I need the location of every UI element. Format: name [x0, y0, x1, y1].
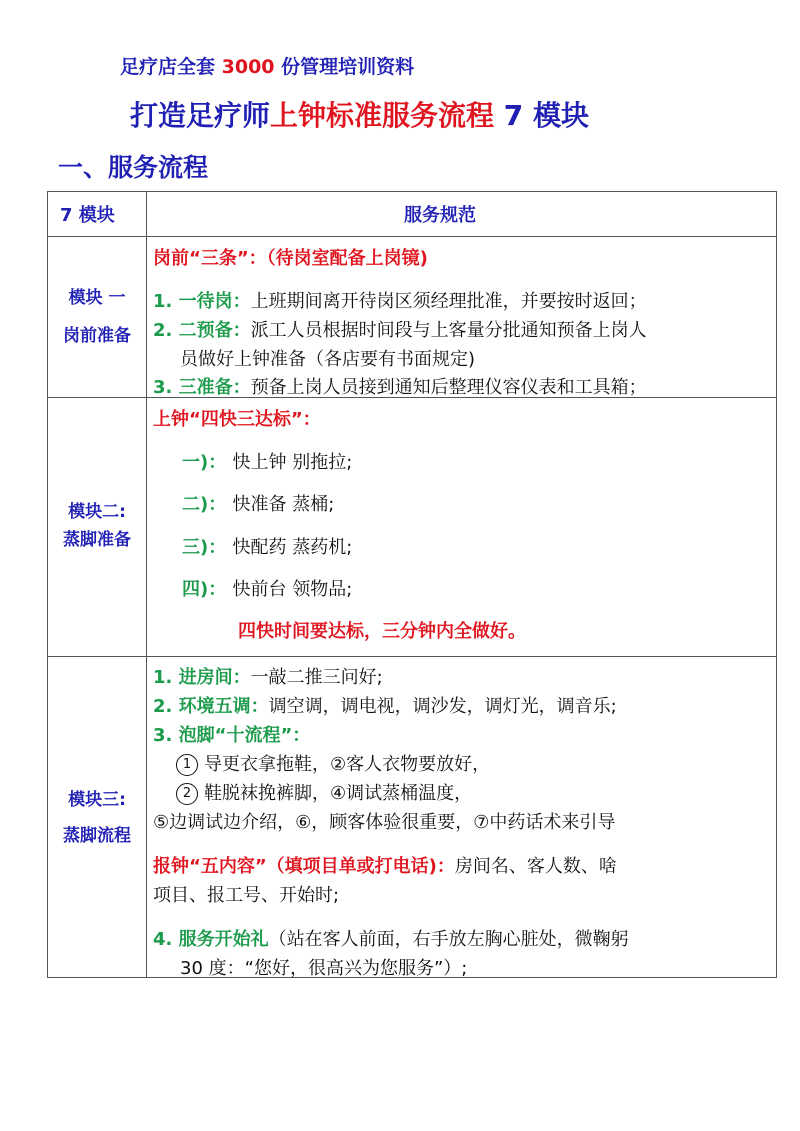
module3-item-3: 3. 泡脚“十流程”：: [153, 725, 311, 746]
module2-item-3-text: 快配药 蒸药机;: [232, 537, 353, 558]
module3-item-1: [153, 663, 383, 689]
module3-step-1: [176, 750, 490, 776]
module3-report-text: 房间名、客人数、啥: [454, 856, 617, 877]
page-title-part1: 打造足疗师: [130, 99, 271, 132]
page-title-part2: 上钟标准服务流程: [270, 99, 495, 132]
module3-item-4-key: 4. 服务开始礼: [153, 929, 269, 950]
header-subtitle-part2: 份管理培训资料: [274, 56, 415, 78]
module1-label-line1: 模块 一: [68, 288, 126, 308]
step-number-2-mark: 2: [176, 783, 198, 805]
module1-item-3-num: 3.: [153, 377, 179, 398]
table-header-service: 服务规范: [404, 205, 476, 226]
table-column-divider: [146, 192, 147, 977]
module2-label-line1: 模块二:: [68, 502, 126, 522]
module2-item-2-text: 快准备 蒸桶;: [232, 494, 335, 515]
module1-label-line2: 岗前准备: [63, 326, 131, 346]
module1-heading: 岗前“三条”：（待岗室配备上岗镜): [153, 248, 428, 269]
header-subtitle-part1: 足疗店全套: [120, 56, 222, 78]
module1-item-1-text: 上班期间离开待岗区须经理批准，并要按时返回；: [250, 291, 647, 312]
module3-item-4: [153, 925, 629, 951]
module3-step-2: [176, 779, 472, 805]
service-process-table: [47, 191, 777, 978]
module3-item-1-text: 一敲二推三问好;: [250, 667, 383, 688]
module2-item-2: [182, 490, 334, 516]
module1-item-1: [153, 287, 647, 313]
table-header-module: 7 模块: [60, 205, 115, 226]
module2-item-2-key: 二)：: [182, 494, 227, 515]
module1-item-2-cont: 员做好上钟准备（各店要有书面规定): [180, 349, 476, 370]
module3-item-4-cont: 30 度：“您好，很高兴为您服务”）;: [180, 958, 468, 979]
module1-item-2-num: 2.: [153, 320, 179, 341]
header-subtitle-number: 3000: [221, 56, 275, 78]
module3-label-line2: 蒸脚流程: [63, 826, 131, 846]
module3-item-2-text: 调空调，调电视，调沙发，调灯光，调音乐;: [268, 696, 617, 717]
module2-item-4: [182, 575, 352, 601]
module3-item-2-key: 2. 环境五调：: [153, 696, 269, 717]
module1-item-1-num: 1.: [153, 291, 179, 312]
header-subtitle: [120, 52, 414, 79]
module2-item-4-key: 四)：: [182, 579, 227, 600]
module1-item-3: [153, 373, 647, 399]
module2-summary: 四快时间要达标，三分钟内全做好。: [238, 621, 526, 642]
module3-step-2-text: 鞋脱袜挽裤脚，④调试蒸桶温度，: [204, 783, 473, 804]
module1-item-2: [153, 316, 647, 342]
module1-item-2-text: 派工人员根据时间段与上客量分批通知预备上岗人: [250, 320, 647, 341]
module3-report-cont: 项目、报工号、开始时;: [153, 885, 340, 906]
page-title: [130, 94, 589, 134]
module2-item-3: [182, 533, 352, 559]
module1-item-1-key: 一待岗：: [178, 291, 251, 312]
module3-label-line1: 模块三:: [68, 790, 126, 810]
module2-heading: 上钟“四快三达标”：: [153, 409, 321, 430]
module3-report: [153, 852, 617, 878]
module3-step-1-text: 导更衣拿拖鞋，②客人衣物要放好，: [204, 754, 491, 775]
module2-label-line2: 蒸脚准备: [63, 530, 131, 550]
table-header-divider: [48, 236, 776, 237]
module3-report-key: 报钟“五内容”（填项目单或打电话)：: [153, 856, 455, 877]
module3-step-3: ⑤边调试边介绍，⑥，顾客体验很重要，⑦中药话术来引导: [153, 812, 616, 833]
module3-item-1-key: 1. 进房间：: [153, 667, 251, 688]
module2-item-3-key: 三)：: [182, 537, 227, 558]
module1-item-3-key: 三准备：: [178, 377, 251, 398]
module1-item-3-text: 预备上岗人员接到通知后整理仪容仪表和工具箱；: [250, 377, 647, 398]
table-row-divider-2: [48, 656, 776, 657]
page-title-part3: 7 模块: [494, 99, 590, 132]
section-heading: 一、服务流程: [58, 153, 209, 182]
module3-item-2: [153, 692, 617, 718]
module2-item-1-key: 一)：: [182, 452, 227, 473]
module3-item-4-text: （站在客人前面，右手放左胸心脏处，微鞠躬: [268, 929, 629, 950]
module2-item-1-text: 快上钟 别拖拉;: [232, 452, 353, 473]
module2-item-4-text: 快前台 领物品;: [232, 579, 353, 600]
module2-item-1: [182, 448, 352, 474]
step-number-1-mark: 1: [176, 754, 198, 776]
module1-item-2-key: 二预备：: [178, 320, 251, 341]
